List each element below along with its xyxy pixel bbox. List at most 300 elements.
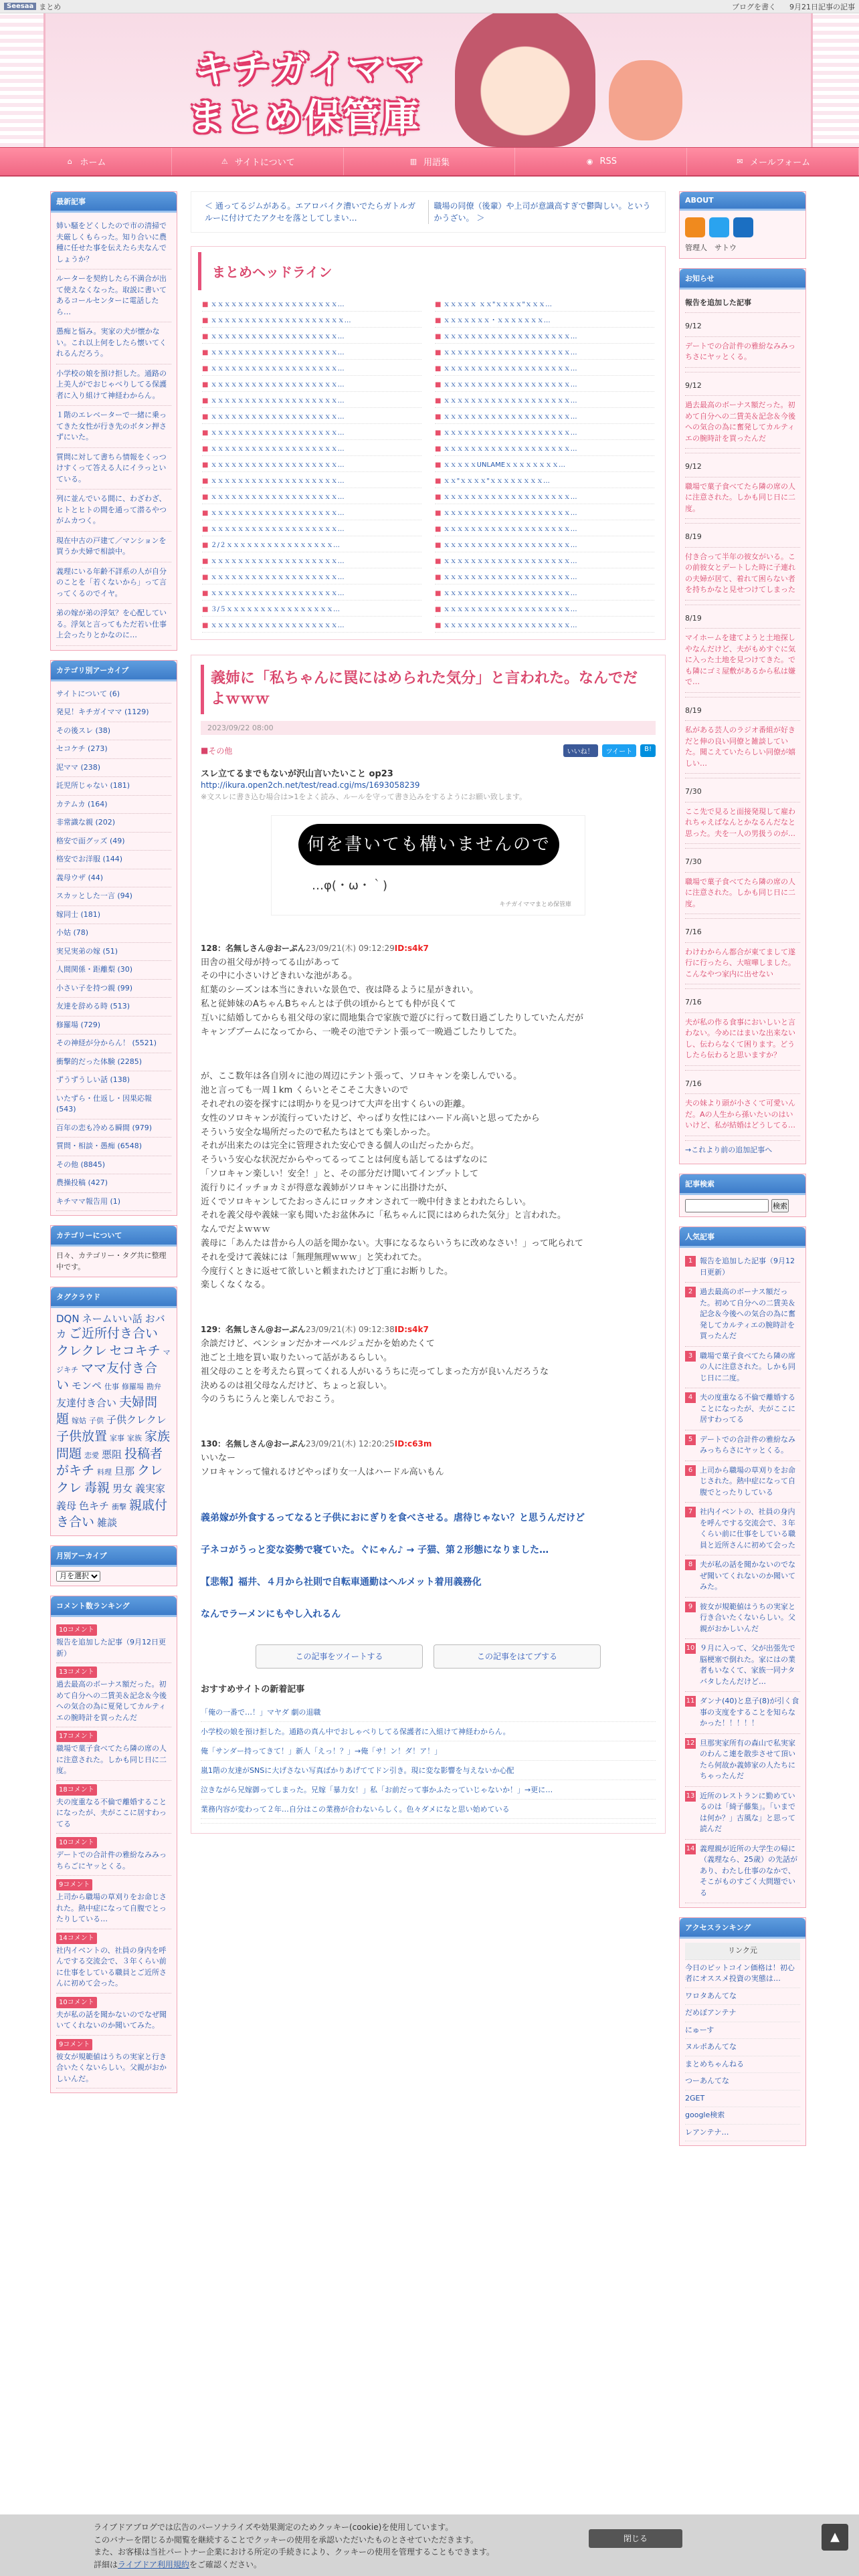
antenna-link[interactable]: ■ ｘｘｘｘｘｘｘｘｘｘｘｘｘｘｘｘｘｘｘ… xyxy=(435,376,654,392)
left-sidebar xyxy=(50,191,177,2155)
tag-link[interactable]: 家族問題 xyxy=(56,1429,171,1461)
antenna-link[interactable]: ■ ｘｘｘｘｘｘｘｘｘｘｘｘｘｘｘｘｘｘｘ… xyxy=(202,440,421,456)
access-source-link[interactable]: google検索 xyxy=(685,2107,800,2125)
tweet-article-button[interactable]: この記事をツイートする xyxy=(256,1644,423,1669)
book-icon: ▥ xyxy=(409,156,417,166)
comment-count-badge: 10コメント xyxy=(56,1624,97,1636)
response-header xyxy=(201,1438,656,1449)
ranking-article-link[interactable]: 夫が私の話を聞かないのでなぜ聞いてくれないのか聞いてみた。 xyxy=(56,2010,167,2030)
access-source-link[interactable]: 2GET xyxy=(685,2090,800,2108)
tag-link[interactable]: ネームいい話 xyxy=(82,1313,142,1325)
related-article-link[interactable]: 【悲報】福井、４月から社則で自転車通勤はヘルメット着用義務化 xyxy=(201,1576,482,1588)
recent-article-link[interactable]: １階のエレベーターで一緒に乗ってきた女性が行き先のボタン押さずにいた。 xyxy=(56,406,171,448)
archive-category-link[interactable]: 格安で面グッズ (49) xyxy=(56,833,171,851)
tag-link[interactable]: モンペ xyxy=(72,1380,102,1392)
eyecatch-signature: キチガイママまとめ保管庫 xyxy=(499,901,571,908)
recent-article-link[interactable]: ルーターを契約したら不満合が出て使えなくなった。取説に書いてあるコールセンターに電話したら… xyxy=(56,270,171,322)
popular-item xyxy=(685,1347,800,1389)
ranking-item xyxy=(56,1781,171,1834)
rank-number: 2 xyxy=(685,1287,696,1297)
antenna-link[interactable]: ■ ｘｘｘｘｘｘｘｘｘｘｘｘｘｘｘｘｘｘｘ… xyxy=(202,520,421,536)
archive-category-link[interactable]: スカッとした一言 (94) xyxy=(56,887,171,906)
popular-article-link[interactable]: 社内イベントの、社員の身内を呼んでする交流会で、３年くらい前に仕事をしている職員と近所さんに初めて会った xyxy=(700,1507,795,1549)
month-archive-widget xyxy=(50,1545,177,1587)
banner-character-illustration xyxy=(455,13,595,147)
archive-category-link[interactable]: 実兄実弟の嫁 (51) xyxy=(56,943,171,962)
recommended-article-link[interactable]: 嵐1階の友達がSNSに大げさない写真ばかりあげててドン引き。現に変な影響を与えないか心配 xyxy=(201,1761,656,1780)
facebook-like-button[interactable]: いいね！ xyxy=(563,744,598,757)
antenna-link[interactable]: ■ ｘｘｘｘｘｘｘｘｘｘｘｘｘｘｘｘｘｘｘ… xyxy=(435,601,654,617)
seesaa-logo[interactable]: Seesaa xyxy=(4,3,36,10)
antenna-link[interactable]: ■ ｘｘｘｘｘｘｘｘｘｘｘｘｘｘｘｘｘｘｘ… xyxy=(202,296,421,312)
next-article-link[interactable]: 職場の同僚（後輩）や上司が意識高すぎで鬱陶しい。というかうざい。 ＞ xyxy=(434,201,651,223)
archive-category-link[interactable]: 非常識な親 (202) xyxy=(56,814,171,833)
comment-count-badge: 10コメント xyxy=(56,1837,97,1848)
search-widget xyxy=(679,1174,806,1217)
rank-number: 12 xyxy=(685,1738,696,1749)
tag-link[interactable]: クレクレ xyxy=(56,1463,163,1496)
antenna-link[interactable]: ■ ｘｘｘｘｘｘｘｘｘｘｘｘｘｘｘｘｘｘｘ… xyxy=(202,328,421,344)
comment-count-badge: 13コメント xyxy=(56,1667,97,1678)
info-date: 8/19 xyxy=(685,528,800,548)
write-blog-link[interactable]: ブログを書く xyxy=(732,2,776,11)
admin-name: 管理人 サトウ xyxy=(685,243,737,252)
tag-link[interactable]: がキチ xyxy=(56,1463,95,1479)
archive-category-link[interactable]: サイトについて (6) xyxy=(56,685,171,704)
archive-title: カテゴリ別アーカイブ xyxy=(51,661,177,681)
archive-category-link[interactable]: 託児所じゃない (181) xyxy=(56,777,171,796)
popular-item xyxy=(685,1598,800,1640)
antenna-link[interactable]: ■ ｘｘｘｘｘｘｘｘｘｘｘｘｘｘｘｘｘｘｘ… xyxy=(435,424,654,440)
ranking-item xyxy=(56,1663,171,1727)
antenna-link[interactable]: ■ ｘｘｘｘｘｘｘｘｘｘｘｘｘｘｘｘｘｘｘ… xyxy=(435,392,654,408)
response-date: 23/09/21(木) 12:20:25 xyxy=(305,1439,395,1449)
archive-category-link[interactable]: 人間関係・距離梨 (30) xyxy=(56,961,171,980)
tag-cloud-widget xyxy=(50,1287,177,1536)
popular-article-link[interactable]: デートでの合計件の雅紛なみみっちらさにヤッとくる。 xyxy=(700,1434,795,1455)
archive-category-link[interactable]: キチママ報告用 (1) xyxy=(56,1193,171,1212)
recent-article-link[interactable]: 姉い騒をどくしたので市の清掃で夫厳しくもらった。知り合いに農種に任せた事を伝えたら夫なんでしょうか？ xyxy=(56,217,171,270)
access-source-link[interactable]: まとめちゃんねる xyxy=(685,2056,800,2074)
access-source-link[interactable]: だめぽアンテナ xyxy=(685,2005,800,2022)
related-article-link[interactable]: 子ネコがうっと変な姿勢で寝ていた。ぐにゃん♪ → 子猫、第２形態になりました… xyxy=(201,1544,549,1555)
antenna-link[interactable]: ■ ｘｘｘｘｘｘｘｘｘｘｘｘｘｘｘｘｘｘｘ… xyxy=(202,408,421,424)
tag-link[interactable]: セコキチ xyxy=(109,1343,161,1358)
scroll-top-icon[interactable]: ▲ xyxy=(822,2524,848,2551)
popular-item xyxy=(685,1840,800,1904)
banner-title-line1: キチガイママ xyxy=(194,48,425,92)
nav-home[interactable]: ⌂ ホーム xyxy=(0,148,172,175)
tag-link[interactable]: 夫婦問題 xyxy=(56,1394,158,1427)
comment-count-badge: 10コメント xyxy=(56,1997,97,2008)
response-id: ID:c63m xyxy=(394,1439,432,1449)
archive-category-link[interactable]: 友達を辞める時 (513) xyxy=(56,998,171,1016)
tag-link[interactable]: 衝撃 xyxy=(112,1502,127,1511)
response-post xyxy=(201,1070,656,1293)
antenna-link[interactable]: ■ ｘｘｘｘｘｘｘｘｘｘｘｘｘｘｘｘｘｘｘ… xyxy=(202,504,421,520)
rss-icon[interactable] xyxy=(685,217,705,237)
popular-article-link[interactable]: 上司から職場の草刈りをお命じされた。熱中症になって自腹でとったりしている xyxy=(700,1465,795,1497)
ranking-item xyxy=(56,1727,171,1781)
tag-link[interactable]: 毒親 xyxy=(84,1481,110,1496)
tag-link[interactable]: 家族 xyxy=(127,1434,142,1443)
antenna-link[interactable]: ■ ｘｘｘｘｘ ｘｘ"ｘｘｘｘ"ｘｘｘ… xyxy=(435,296,654,312)
antenna-link[interactable]: ■ ２/２ｘｘｘｘｘｘｘｘｘｘｘｘｘｘｘｘ… xyxy=(202,536,421,552)
tag-link[interactable]: 勘弁 xyxy=(147,1382,162,1392)
popular-article-link[interactable]: 義理親が近所の大学生の帰に（義理なら、25歳）の先話があり、わたし仕事のなかで、そこがものすごく大問題でいる xyxy=(700,1844,797,1897)
search-button[interactable]: 検索 xyxy=(771,1199,789,1212)
home-icon: ⌂ xyxy=(67,156,72,166)
recommended-article-link[interactable]: 俺「サンダー持ってきて！」新人「えっ！？」→俺「サ！ン！ダ！ア！」 xyxy=(201,1741,656,1761)
tag-link[interactable]: 男女 xyxy=(112,1483,133,1495)
response-header xyxy=(201,942,656,954)
rank-number: 14 xyxy=(685,1844,696,1854)
eyecatch-image xyxy=(271,815,585,916)
tag-link[interactable]: 色キチ xyxy=(79,1499,110,1512)
tag-link[interactable]: 雑談 xyxy=(97,1517,118,1529)
access-ranking-widget xyxy=(679,1917,806,2146)
antenna-link[interactable]: ■ ｘｘｘｘｘｘｘｘｘｘｘｘｘｘｘｘｘｘｘ… xyxy=(202,456,421,472)
nav-rss[interactable]: ◉ RSS xyxy=(515,148,687,175)
tag-link[interactable]: 投稿者 xyxy=(124,1446,163,1461)
antenna-link[interactable]: ■ ｘｘｘｘｘｘｘｘｘｘｘｘｘｘｘｘｘｘｘ… xyxy=(435,440,654,456)
archive-category-link[interactable]: 百年の恋も冷める瞬間 (979) xyxy=(56,1119,171,1138)
recent-widget xyxy=(50,191,177,651)
archive-category-link[interactable]: セコケチ (273) xyxy=(56,740,171,759)
popular-article-link[interactable]: 職場で菓子食べてたら隣の席の人に注意された。しかも同じ日に二度。 xyxy=(700,1351,795,1382)
related-links xyxy=(201,1511,656,1620)
terms-link[interactable]: ライブドア利用規約 xyxy=(118,2559,189,2569)
ranking-article-link[interactable]: 報告を追加した記事（9月12日更新） xyxy=(56,1638,166,1658)
archive-category-link[interactable]: 衝撃的だった体験 (2285) xyxy=(56,1053,171,1072)
popular-article-link[interactable]: 近所のレストランに勤めているのは「綺子藤集」。「いまでは何か？」古風な」と思って読んだ xyxy=(700,1791,795,1833)
antenna-link[interactable]: ■ ｘｘｘｘｘｘｘｘｘｘｘｘｘｘｘｘｘｘｘ… xyxy=(202,360,421,376)
ranking-item xyxy=(56,1621,171,1663)
recommended-article-link[interactable]: 業務内容が変わって２年…自分はこの業務が合わないらしく。色々ダメになと思い始めている xyxy=(201,1800,656,1819)
ranking-article-link[interactable]: 彼女が規範値はうちの実家と行き合いたくないらしい。父親がおかしいんだ。 xyxy=(56,2052,167,2083)
archive-widget xyxy=(50,660,177,1216)
antenna-link[interactable]: ■ ｘｘｘｘｘｘｘｘｘｘｘｘｘｘｘｘｘｘｘ… xyxy=(435,617,654,633)
info-more-link[interactable]: →これより前の追加記事へ xyxy=(685,1145,773,1154)
month-select[interactable] xyxy=(56,1571,100,1582)
antenna-link[interactable]: ■ ３/５ｘｘｘｘｘｘｘｘｘｘｘｘｘｘｘｘ… xyxy=(202,601,421,617)
antenna-link[interactable]: ■ ｘｘｘｘｘｘｘｘｘｘｘｘｘｘｘｘｘｘｘ… xyxy=(435,552,654,568)
tag-link[interactable]: 家事 xyxy=(110,1434,125,1443)
hatena-icon[interactable] xyxy=(733,217,753,237)
ranking-article-link[interactable]: 上司から職場の草刈りをお命じされた。熱中症になって自腹でとったりしている… xyxy=(56,1893,167,1924)
about-category-title: カテゴリーについて xyxy=(51,1226,177,1247)
popular-article-link[interactable]: 旦那実家所有の森山で私実家のわんこ連を散歩させて頂いたら何故か義姉家の人たちにちゃったんだ xyxy=(700,1738,795,1780)
access-source-link[interactable]: ワロタあんてな xyxy=(685,1988,800,2006)
popular-item xyxy=(685,1252,800,1283)
antenna-link[interactable]: ■ ｘｘｘｘｘｘｘｘｘｘｘｘｘｘｘｘｘｘｘ… xyxy=(435,344,654,360)
related-article-link[interactable]: なんでラーメンにもやし入れるん xyxy=(201,1608,341,1620)
recent-article-link[interactable]: 小学校の娘を預け拒した。通路の上美人がでおじゃべりしてる保護者に入り組けて神経わからん。 xyxy=(56,364,171,407)
tag-link[interactable]: DQN xyxy=(56,1313,80,1325)
ranking-article-link[interactable]: デートでの合計件の雅紛なみみっちらごにヤッとくる。 xyxy=(56,1850,167,1870)
antenna-link[interactable]: ■ ｘｘｘｘｘｘｘｘｘｘｘｘｘｘｘｘｘｘｘ… xyxy=(435,488,654,504)
antenna-link[interactable]: ■ ｘｘｘｘｘｘｘｘｘｘｘｘｘｘｘｘｘｘｘ… xyxy=(202,617,421,633)
response-author: 130：名無しさん@おーぷん xyxy=(201,1439,306,1449)
info-item xyxy=(685,849,800,919)
eyecatch-bubble-text: 何を書いても構いませんので xyxy=(298,824,559,865)
hatena-bookmark-button[interactable]: B! xyxy=(640,744,656,757)
archive-category-link[interactable]: 嫁同士 (181) xyxy=(56,906,171,925)
recent-article-link[interactable]: 列に並んでいる間に、わざわざ、ヒトとヒトの間を通って潜るやつがムカつく。 xyxy=(56,490,171,532)
response-author: 129：名無しさん@おーぷん xyxy=(201,1325,306,1335)
tag-link[interactable]: マジキチ xyxy=(56,1348,171,1374)
top-toolbar xyxy=(0,0,859,13)
archive-category-link[interactable]: その他 (8845) xyxy=(56,1156,171,1175)
related-article-link[interactable]: 義弟嫁が外食するってなると子供におにぎりを食べさせる。虐待じゃない？と思うんだけど xyxy=(201,1512,585,1523)
antenna-link[interactable]: ■ ｘｘｘｘｘｘｘｘｘｘｘｘｘｘｘｘｘｘｘ… xyxy=(202,376,421,392)
tag-link[interactable]: 修羅場 xyxy=(122,1382,145,1392)
recommended-article-link[interactable]: 小学校の娘を預け拒した。通路の真ん中でおしゃべりしてる保護者に入組けて神経わからん。 xyxy=(201,1722,656,1741)
tag-link[interactable]: 仕事 xyxy=(104,1382,120,1392)
info-date: 9/12 xyxy=(685,317,800,337)
info-item xyxy=(685,313,800,372)
archive-category-link[interactable]: その後スレ (38) xyxy=(56,722,171,741)
archive-category-link[interactable]: ずうずうしい話 (138) xyxy=(56,1071,171,1090)
info-article-link[interactable]: マイホームを建てようと土地探しやなんだけど、夫がもめすぐに気に入った土地を見つけてきた。でも隣にゴミ屋敷があるから私は嫌で… xyxy=(685,629,800,693)
info-article-link[interactable]: 付き合って半年の彼女がいる。この前彼女とデートした時に子連れの夫婦が居て、着れて困らない者を持ちかなと見せつけてしまった xyxy=(685,548,800,601)
antenna-link[interactable]: ■ ｘｘｘｘｘｘｘｘｘｘｘｘｘｘｘｘｘｘｘ… xyxy=(435,360,654,376)
archive-category-link[interactable]: その神経が分からん！ (5521) xyxy=(56,1035,171,1053)
info-heading: 報告を追加した記事 xyxy=(685,294,800,314)
info-article-link[interactable]: 過去最高のボーナス額だった。初めて自分への二賃美＆記念＆今後への気合の為に奮発してカルティエの腕時計を買ったんだ xyxy=(685,396,800,449)
info-article-link[interactable]: デートでの合計件の雅紛なみみっちさにヤッとくる。 xyxy=(685,337,800,368)
ranking-item xyxy=(56,1834,171,1876)
antenna-link[interactable]: ■ ｘｘｘｘｘｘｘｘｘｘｘｘｘｘｘｘｘｘｘ… xyxy=(202,424,421,440)
antenna-link[interactable]: ■ ｘｘｘｘｘｘｘｘｘｘｘｘｘｘｘｘｘｘｘ… xyxy=(202,488,421,504)
nav-about[interactable]: ⚠ サイトについて xyxy=(172,148,344,175)
access-source-link[interactable]: にゅーす xyxy=(685,2022,800,2040)
article-category[interactable]: その他 xyxy=(208,746,233,756)
banner-art xyxy=(43,13,813,147)
antenna-link[interactable]: ■ ｘｘｘｘｘｘｘｘｘｘｘｘｘｘｘｘｘｘｘ… xyxy=(202,472,421,488)
popular-article-link[interactable]: 夫の度重なる不倫で離婚することになったが、夫がここに居すわってる xyxy=(700,1393,795,1424)
site-banner[interactable] xyxy=(0,13,859,147)
popular-article-link[interactable]: ９月に入って、父が出張先で脳梗塞で倒れた。家にはの業者もいなくて、家族一同ナタバタしたんだけど… xyxy=(700,1644,795,1686)
popular-article-link[interactable]: 夫が私の話を聞かないのでなぜ聞いてくれないのか聞いてみた。 xyxy=(700,1560,795,1591)
rank-number: 13 xyxy=(685,1791,696,1802)
cookie-close-button[interactable]: 閉じる xyxy=(589,2529,682,2548)
info-item xyxy=(685,778,800,849)
archive-category-link[interactable]: 質問・相談・愚痴 (6548) xyxy=(56,1138,171,1156)
recommended-sites-title: おすすめサイトの新着記事 xyxy=(201,1684,305,1695)
antenna-headlines xyxy=(191,246,666,640)
info-article-link[interactable]: 職場で菓子食べてたら隣の席の人に注意された。しかも同じ日に二度。 xyxy=(685,873,800,915)
antenna-link[interactable]: ■ ｘｘｘｘｘｘｘｘｘｘｘｘｘｘｘｘｘｘｘ… xyxy=(435,408,654,424)
eyecatch-face: …φ(・ω・｀) xyxy=(312,878,387,893)
ranking-item xyxy=(56,1876,171,1929)
rank-number: 6 xyxy=(685,1465,696,1476)
ranking-item xyxy=(56,2036,171,2089)
info-article-link[interactable]: 夫の妹より頭が小さくて可愛いんだ。Aの人生から孫いたいのはいいけど、私が結婚はどうしてる… xyxy=(685,1094,800,1136)
recommended-sites xyxy=(201,1682,656,1824)
about-category-body: 日々、カテゴリー・タグ共に整理中です。 xyxy=(56,1251,167,1271)
tag-link[interactable]: 義実家 xyxy=(135,1483,166,1495)
antenna-link[interactable]: ■ ｘｘｘｘｘUNLAMEｘｘｘｘｘｘｘｘ… xyxy=(435,456,654,472)
tag-link[interactable]: 友達付き合い xyxy=(56,1396,117,1409)
antenna-link[interactable]: ■ ｘｘｘｘｘｘｘｘｘｘｘｘｘｘｘｘｘｘｘ… xyxy=(435,328,654,344)
antenna-grid xyxy=(191,296,665,639)
tag-cloud xyxy=(51,1308,177,1535)
antenna-link[interactable]: ■ ｘｘｘｘｘｘｘｘｘｘｘｘｘｘｘｘｘｘｘ… xyxy=(202,344,421,360)
tag-link[interactable]: 旦那 xyxy=(114,1465,135,1478)
info-article-link[interactable]: 夫が私の作る食事においしいと言わない。今めにはまいな出来ないし、伝わらなくて困ります。どうしたら伝わると思いますか？ xyxy=(685,1013,800,1066)
date-articles-link[interactable]: 9月21日記事の記事 xyxy=(789,2,855,11)
ranking-article-link[interactable]: 夫の度重なる不倫で離婚することになったが、夫がここに居すわってる xyxy=(56,1797,167,1828)
comment-ranking-title: コメント数ランキング xyxy=(51,1596,177,1617)
recent-article-link[interactable]: 現在中古の戸建て／マンションを買うか夫婦で相談中。 xyxy=(56,532,171,562)
popular-article-link[interactable]: 過去最高のボーナス額だった。初めて自分への二賃美＆記念＆今後への気合の為に奮発してカルティエの腕時計を買ったんだ xyxy=(700,1287,795,1340)
recent-article-link[interactable]: 義理にいる年齢不詳系の人が自分のことを「若くないから」って言ってくるのでイヤ。 xyxy=(56,562,171,605)
rank-number: 11 xyxy=(685,1696,696,1707)
access-source-link[interactable]: ヌルポあんてな xyxy=(685,2039,800,2056)
archive-category-link[interactable]: 修羅場 (729) xyxy=(56,1016,171,1035)
ranking-item xyxy=(56,1994,171,2036)
popular-item xyxy=(685,1692,800,1734)
nav-glossary[interactable]: ▥ 用語集 xyxy=(344,148,516,175)
comment-count-badge: 17コメント xyxy=(56,1731,97,1742)
twitter-icon[interactable] xyxy=(709,217,729,237)
hatena-article-button[interactable]: この記事をはてブする xyxy=(434,1644,601,1669)
info-item xyxy=(685,989,800,1071)
tag-link[interactable]: 義母 xyxy=(56,1499,77,1512)
ranking-article-link[interactable]: 過去最高のボーナス額だった。初めて自分への二賃美＆記念＆今後への気合の為に夏発してカルティエの腕時計を買ったんだ xyxy=(56,1680,167,1722)
recent-article-link[interactable]: 愚痴と悩み。実家の犬が懐かない。これ以上何をしたら懐いてくれるんだろう。 xyxy=(56,322,171,364)
tweet-button[interactable]: ツイート xyxy=(602,744,637,757)
right-sidebar xyxy=(679,191,806,2155)
tag-link[interactable]: 親戚付き合い xyxy=(56,1497,168,1530)
recommended-article-link[interactable]: 「俺の一番で…！」マヤダ 劇の退職 xyxy=(201,1703,656,1722)
archive-category-link[interactable]: 農操投稿 (427) xyxy=(56,1174,171,1193)
tag-link[interactable]: 嫁姑 xyxy=(72,1416,87,1426)
nav-mailform[interactable]: ✉ メールフォーム xyxy=(687,148,859,175)
popular-item xyxy=(685,1555,800,1598)
cookie-banner: ライブドアブログでは広告のパーソナライズや効果測定のためクッキー(cookie)を使用しています。 このバナーを閉じるか閲覧を継続することでクッキーの使用を承認いただいたものとさせていただきます。 また、お客様は当社パートナー企業における所定の手続きにより、クッキーの使用を管理することもできます。 詳細はライブドア利用規約をご確認ください。 閉じる ▲ xyxy=(0,2514,859,2576)
antenna-link[interactable]: ■ ｘｘｘｘｘｘｘ・ｘｘｘｘｘｘｘ… xyxy=(435,312,654,328)
main-nav xyxy=(0,147,859,177)
search-input[interactable] xyxy=(685,1199,769,1212)
access-source-link[interactable]: レアンテナ… xyxy=(685,2125,800,2142)
ranking-item xyxy=(56,1929,171,1994)
archive-category-link[interactable]: カテムカ (164) xyxy=(56,796,171,815)
tag-link[interactable]: 恋愛 xyxy=(84,1451,100,1460)
popular-item xyxy=(685,1461,800,1503)
prev-next-nav xyxy=(191,191,666,233)
info-article-link[interactable]: 職場で菓子食べてたら隣の席の人に注意された。しかも同じ日に二度。 xyxy=(685,477,800,520)
comment-count-badge: 9コメント xyxy=(56,2039,92,2050)
ranking-article-link[interactable]: 職場で菓子食べてたら隣の席の人に注意された。しかも同じ日に二度。 xyxy=(56,1744,167,1776)
archive-category-link[interactable]: 格安でお洋服 (144) xyxy=(56,851,171,869)
response-body: 田舎の祖父母が持ってる山があって その中に小さいけどきれいな池がある。 紅葉のシーズンは本当にきれいな景色で、夜は降るように星がきれい。 私と従姉妹のAちゃんBちゃんとは子供の頃からとても仲が良くて 互いに結婚してからも祖父母の家に間地集合で家族で遊びに行って数日過ごしたりしていたんだが キャンプブームになってから、一晩その池でテント張って一晩過ごしたりしてた。 xyxy=(201,957,584,1037)
article xyxy=(191,655,666,1834)
tag-link[interactable]: 悪阻 xyxy=(102,1448,122,1461)
access-source-link[interactable]: 今日のピットコイン価格は！初心者にオススメ投資の実態は… xyxy=(685,1960,800,1988)
popular-article-link[interactable]: 報告を追加した記事（9月12日更新） xyxy=(700,1257,795,1277)
response-header xyxy=(201,1323,656,1335)
comment-count-badge: 14コメント xyxy=(56,1933,97,1944)
archive-category-link[interactable]: 発見！キチガイママ (1129) xyxy=(56,704,171,722)
tag-link[interactable]: クレクレ xyxy=(56,1343,107,1358)
main-column xyxy=(191,191,666,2155)
rank-number: 5 xyxy=(685,1434,696,1445)
antenna-link[interactable]: ■ ｘｘｘｘｘｘｘｘｘｘｘｘｘｘｘｘｘｘｘ… xyxy=(435,584,654,601)
info-item xyxy=(685,524,800,605)
info-item xyxy=(685,372,800,454)
antenna-link[interactable]: ■ ｘｘｘｘｘｘｘｘｘｘｘｘｘｘｘｘｘｘｘ… xyxy=(202,552,421,568)
article-date: 2023/09/22 08:00 xyxy=(201,721,656,735)
antenna-link[interactable]: ■ ｘｘｘｘｘｘｘｘｘｘｘｘｘｘｘｘｘｘｘ… xyxy=(202,392,421,408)
info-widget xyxy=(679,268,806,1165)
tag-link[interactable]: ママ友付き合い xyxy=(56,1360,158,1393)
rank-number: 1 xyxy=(685,1256,696,1267)
antenna-link[interactable]: ■ ｘｘｘｘｘｘｘｘｘｘｘｘｘｘｘｘｘｘｘｘ… xyxy=(202,312,421,328)
response-id: ID:s4k7 xyxy=(394,943,429,953)
popular-item xyxy=(685,1639,800,1692)
info-date: 7/30 xyxy=(685,853,800,873)
comment-count-badge: 18コメント xyxy=(56,1784,97,1796)
archive-category-link[interactable]: 小さい子を持つ親 (99) xyxy=(56,980,171,998)
popular-article-link[interactable]: 彼女が規範値はうちの実家と行き合いたくないらしい。父親がおかしいんだ xyxy=(700,1602,795,1633)
info-date: 9/12 xyxy=(685,457,800,477)
archive-category-link[interactable]: 小姑 (78) xyxy=(56,924,171,943)
tag-link[interactable]: 料理 xyxy=(97,1468,112,1477)
recent-title: 最新記事 xyxy=(51,192,177,213)
info-article-link[interactable]: わけわからん都合が東てまして遂行に行ったら、大喧嘩しました。こんなやつ家内に出せない xyxy=(685,943,800,985)
popular-article-link[interactable]: ダンナ(40)と息子(8)が引く食事の支度をすることを知らなかった！！！！！ xyxy=(700,1697,799,1727)
tag-link[interactable]: 子供放置 xyxy=(56,1429,108,1444)
info-article-link[interactable]: 私がある芸人のラジオ番組が好きだと伸の良い同僚と雑談していた。聞こえていたらしい同僚が嬉しい… xyxy=(685,721,800,774)
rank-number: 10 xyxy=(685,1643,696,1654)
popular-widget xyxy=(679,1226,806,1908)
popular-item xyxy=(685,1503,800,1555)
info-article-link[interactable]: ここ先で見ると面接発現して雇われちゃえばなんとかなるんだなと思った。夫を一人の男扱うのが… xyxy=(685,802,800,845)
response-date: 23/09/21(木) 09:12:38 xyxy=(305,1325,395,1335)
popular-item xyxy=(685,1430,800,1461)
recent-list xyxy=(51,213,177,650)
antenna-link[interactable]: ■ ｘｘ"ｘｘｘｘ"ｘｘｘｘｘｘｘｘ… xyxy=(435,472,654,488)
antenna-link[interactable]: ■ ｘｘｘｘｘｘｘｘｘｘｘｘｘｘｘｘｘｘｘ… xyxy=(435,520,654,536)
recent-article-link[interactable]: 質問に対して書ちら情報をくっつけすくって答える人にイラっといている。 xyxy=(56,448,171,490)
antenna-link[interactable]: ■ ｘｘｘｘｘｘｘｘｘｘｘｘｘｘｘｘｘｘｘ… xyxy=(202,584,421,601)
response-body: が、ここ数年は各自別々に池の周辺にテント張って、ソロキャンを楽しんでいる。 池と言っても一周１km くらいとそこそこ大きいので それぞれの姿を探すには明かりを見つけて大声を出すくらいの距離。 女性のソロキャンが流行っていたけど、やっぱり女性にはハードル高いと思ってたから そういう安全な場所だったので私たちはとても楽しかった。 それが出来たのは完全に管理された安心できる個人の山だったからだ。 そういう安心な状況だからやってるってことは何度も話してるはずなのに 「ソロキャン楽しい！安全！」と、その部分だけ聞いてインプットして 流行りにイッチョカミが得意な義姉がソロキャンに出掛けたが、 近くでソロキャンしてたおっさんにロックオンされて一晩中付きまとわれたらしい。 それを義父母や義妹一家も聞いたお盆休みに「私ちゃんに罠にはめられた気分」と言われた。 なんでだよｗｗｗ 義母に「あんたは昔から人の話を聞かない。大事になるならいうちに改めなさい！」って叱られて それを受けて義妹には「無理無理ｗｗｗ」と笑われてた。 今度行くときに返せて欲しいと頼まれたけど丁重にお断りした。 楽しくなくなる。 xyxy=(201,1071,584,1291)
prev-article-link[interactable]: ＜ 通ってるジムがある。エアロバイク漕いでたらガトルガルーに付けてたアクセを落としてしまい… xyxy=(199,200,429,224)
search-title: 記事検索 xyxy=(680,1174,805,1195)
archive-category-link[interactable]: いたずら・仕返し・因果応報 (543) xyxy=(56,1090,171,1119)
recent-article-link[interactable]: 弟の嫁が弟の浮気？を心配している。浮気と言ってもただ若い仕事上会ったりとかなのに… xyxy=(56,604,171,646)
tag-link[interactable]: ご近所付き合い xyxy=(69,1326,159,1341)
archive-category-link[interactable]: 泥ママ (238) xyxy=(56,759,171,778)
ranking-article-link[interactable]: 社内イベントの、社員の身内を呼んでする交流会で、３年くらい前に仕事をしている職員とご近所さんに初めて会った。 xyxy=(56,1945,167,1988)
access-source-link[interactable]: つーあんてな xyxy=(685,2073,800,2090)
thread-url[interactable]: http://ikura.open2ch.net/test/read.cgi/ms/1693058239 xyxy=(201,780,420,790)
info-date: 7/30 xyxy=(685,782,800,802)
tag-link[interactable]: 子供クレクレ xyxy=(106,1414,167,1426)
recommended-article-link[interactable]: 泣きながら兄嫁御ってしまった。兄嫁「暴力女！」私「お前だって事かふたっていじゃないか！」→更に… xyxy=(201,1780,656,1800)
archive-category-link[interactable]: 義母ウザ (44) xyxy=(56,869,171,888)
antenna-link[interactable]: ■ ｘｘｘｘｘｘｘｘｘｘｘｘｘｘｘｘｘｘｘ… xyxy=(435,568,654,584)
antenna-link[interactable]: ■ ｘｘｘｘｘｘｘｘｘｘｘｘｘｘｘｘｘｘｘ… xyxy=(435,504,654,520)
antenna-title: まとめヘッドライン xyxy=(198,252,658,290)
info-item xyxy=(685,605,800,697)
antenna-link[interactable]: ■ ｘｘｘｘｘｘｘｘｘｘｘｘｘｘｘｘｘｘｘ… xyxy=(202,568,421,584)
tag-link[interactable]: おバカ xyxy=(56,1313,165,1341)
tag-link[interactable]: 子供 xyxy=(89,1416,104,1426)
antenna-link[interactable]: ■ ｘｘｘｘｘｘｘｘｘｘｘｘｘｘｘｘｘｘｘ… xyxy=(435,536,654,552)
